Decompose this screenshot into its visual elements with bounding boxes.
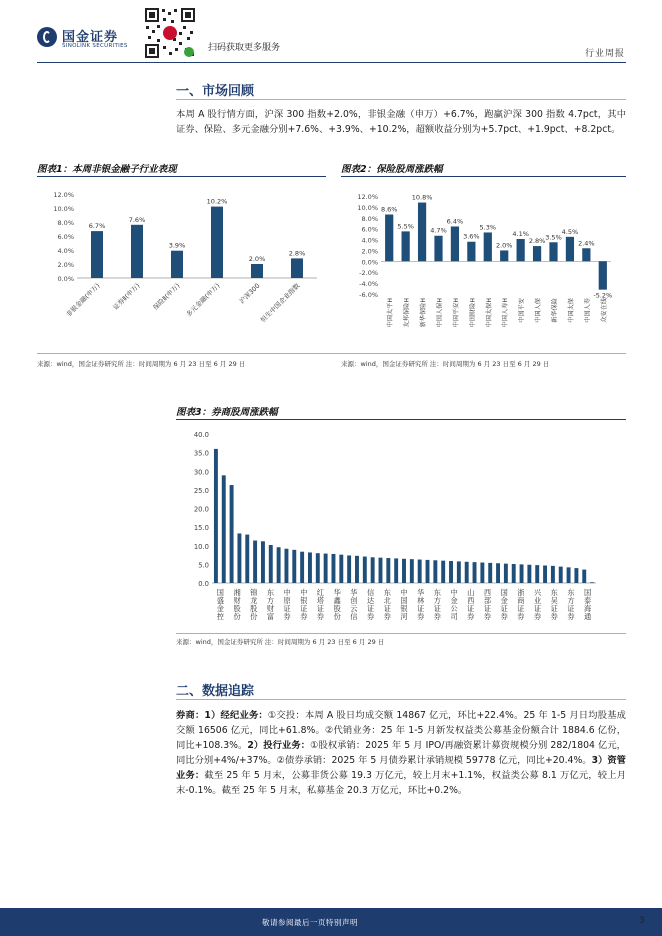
y-tick-label: 35.0 — [193, 449, 209, 458]
brokerage-lead: 券商： — [176, 710, 205, 721]
bar — [488, 563, 492, 583]
data-label: 6.7% — [88, 222, 106, 231]
bar — [559, 567, 563, 583]
bar — [402, 231, 410, 261]
x-category-label: 信达证券 — [367, 588, 375, 621]
bar — [551, 566, 555, 583]
figure1-title: 图表1：本周非银金融子行业表现 — [37, 164, 177, 175]
x-category-label: 兴业证券 — [533, 588, 542, 621]
qr-code-icon[interactable] — [143, 6, 197, 60]
brokerage-text: ①交投：本周 A 股日均成交额 14867 亿元，环比+22.4%。25 年 1-5 月日均股基成交额 16506 亿元，同比+61.8%。②代销业务：25 年 1-5 月新发权益类公募基金份额合计 1884.6 亿份，同比+108.3%。 — [176, 710, 626, 751]
section2-underline — [176, 699, 626, 700]
y-tick-label: -2.0% — [359, 269, 378, 278]
bar — [520, 564, 524, 583]
x-category-label: 中国太保 — [567, 298, 575, 323]
report-type-label: 行业周报 — [585, 49, 626, 59]
x-category-label: 国泰海通 — [584, 588, 592, 621]
x-category-label: 中国银河 — [400, 588, 408, 621]
x-category-label: 中国人保H — [436, 298, 444, 328]
bar — [214, 449, 218, 583]
y-tick-label: -6.0% — [359, 291, 378, 299]
data-label: 2.0% — [495, 241, 513, 250]
bar — [599, 261, 607, 289]
bar — [535, 565, 539, 583]
bar — [386, 558, 390, 583]
bar — [402, 559, 406, 583]
company-logo-icon — [37, 27, 57, 47]
data-label: 4.5% — [561, 227, 579, 236]
x-category-label: 保险Ⅱ(申万) — [151, 281, 182, 312]
bar — [284, 549, 288, 583]
figure3-title: 图表3：券商股周涨跌幅 — [176, 407, 278, 418]
x-category-label: 多元金融(申万) — [184, 281, 222, 319]
x-category-label: 中银证券 — [300, 588, 308, 621]
y-tick-label: 10.0 — [193, 542, 209, 551]
x-category-label: 东方证券 — [433, 588, 441, 621]
bar — [567, 567, 571, 583]
figure2-title: 图表2：保险股周涨跌幅 — [341, 164, 443, 175]
bar — [549, 242, 557, 261]
bar — [496, 563, 500, 583]
figure2-source: 来源：wind，国金证券研究所 注：时间周期为 6 月 23 日至 6 月 29 日 — [341, 360, 550, 368]
bar — [500, 250, 508, 261]
y-tick-label: -4.0% — [359, 280, 378, 289]
bar — [347, 555, 351, 583]
x-category-label: 沪深300 — [237, 281, 262, 306]
data-label: 4.7% — [430, 226, 447, 235]
x-category-label: 中国平安H — [452, 298, 460, 328]
y-tick-label: 4.0% — [57, 247, 74, 255]
bar — [245, 535, 249, 583]
company-name-cn: 国金证券 — [62, 30, 119, 45]
x-category-label: 新华保险 — [551, 298, 559, 323]
bar — [291, 258, 303, 278]
x-category-label: 国金证券 — [500, 588, 508, 621]
brokerage-label: 1）经纪业务： — [204, 710, 268, 721]
bar — [251, 264, 263, 278]
bar — [582, 570, 586, 583]
y-tick-label: 0.0% — [361, 258, 378, 267]
bar — [449, 561, 453, 583]
brokerage-paragraph — [176, 708, 626, 798]
y-tick-label: 8.0% — [57, 219, 74, 227]
data-label: 8.6% — [380, 205, 398, 214]
bar — [300, 552, 304, 583]
x-category-label: 红塔证券 — [316, 588, 325, 621]
x-category-label: 中国人保 — [535, 298, 543, 323]
bar — [339, 555, 343, 583]
bar — [371, 557, 375, 583]
bar — [261, 541, 265, 583]
figure1-bottom-rule — [37, 353, 626, 354]
data-label: 4.1% — [512, 230, 529, 239]
x-category-label: 湘财股份 — [233, 588, 241, 621]
x-category-label: 山西证券 — [467, 588, 475, 621]
data-label: 3.5% — [545, 233, 562, 242]
y-tick-label: 15.0 — [193, 524, 209, 533]
x-category-label: 中国财险H — [469, 298, 477, 328]
bar — [484, 232, 492, 261]
bar — [230, 485, 234, 583]
x-category-label: 中金公司 — [450, 588, 458, 621]
bar — [467, 242, 475, 262]
footer-disclaimer[interactable]: 敬请参阅最后一页特别声明 — [262, 918, 358, 927]
bar — [590, 582, 594, 583]
bar — [91, 231, 103, 278]
company-name-en: SINOLINK SECURITIES — [62, 43, 128, 49]
y-tick-label: 25.0 — [193, 486, 209, 495]
page-number: 3 — [639, 916, 645, 926]
y-tick-label: 6.0% — [57, 233, 74, 241]
x-category-label: 非银金融(申万) — [64, 281, 102, 319]
bar — [355, 556, 359, 583]
y-tick-label: 0.0 — [198, 580, 209, 588]
bar — [465, 562, 469, 583]
figure2-rule — [341, 176, 626, 177]
x-category-label: 恒生中国企业指数 — [258, 281, 302, 325]
y-tick-label: 2.0% — [57, 261, 74, 269]
bar — [582, 248, 590, 261]
bar — [410, 559, 414, 583]
x-category-label: 中国平安 — [518, 298, 526, 323]
data-label: 10.2% — [206, 197, 228, 206]
data-label: -5.2% — [593, 291, 613, 300]
bar — [316, 553, 320, 583]
x-category-label: 浙商证券 — [517, 588, 525, 621]
figure1-source: 来源：wind，国金证券研究所 注：时间周期为 6 月 23 日至 6 月 29 日 — [37, 360, 246, 368]
bar — [480, 563, 484, 583]
x-category-label: 华创云信 — [350, 588, 358, 621]
bar — [517, 239, 525, 261]
y-tick-label: 30.0 — [193, 468, 209, 477]
data-label: 5.5% — [397, 222, 414, 231]
bar — [253, 541, 257, 583]
bar — [292, 550, 296, 583]
x-category-label: 证券Ⅱ(申万) — [111, 281, 142, 312]
data-label: 3.6% — [463, 232, 480, 241]
header-divider — [37, 62, 626, 63]
data-label: 2.0% — [248, 255, 266, 263]
x-category-label: 中国太保H — [485, 298, 493, 328]
bar — [324, 554, 328, 583]
x-category-label: 东方证券 — [567, 588, 575, 621]
y-tick-label: 8.0% — [361, 214, 378, 223]
bar — [543, 565, 547, 583]
section-title-data-tracking: 二、数据追踪 — [176, 684, 255, 699]
bar — [363, 557, 367, 583]
figure3-source: 来源：wind，国金证券研究所 注：时间周期为 6 月 23 日至 6 月 29 日 — [176, 638, 385, 646]
y-tick-label: 20.0 — [193, 505, 209, 514]
x-category-label: 中原证券 — [283, 588, 291, 621]
y-tick-label: 5.0 — [198, 561, 209, 570]
data-label: 10.8% — [411, 193, 433, 202]
bar — [269, 545, 273, 583]
bar — [171, 251, 183, 278]
bar — [211, 207, 223, 278]
x-category-label: 众安在线 — [600, 298, 608, 323]
data-label: 2.8% — [528, 237, 546, 246]
bar — [385, 215, 393, 262]
x-category-label: 东北证券 — [383, 588, 391, 621]
y-tick-label: 0.0% — [57, 275, 74, 283]
market-review-paragraph: 本周 A 股行情方面，沪深 300 指数+2.0%，非银金融（申万）+6.7%，跑赢沪深 300 指数 4.7pct，其中证券、保险、多元金融分别+7.6%、+3.9%、+10.2%，超额收益分别为+5.7pct、+1.9pct、+8.2pct。 — [176, 109, 626, 135]
x-category-label: 东方财富 — [266, 588, 275, 621]
x-category-label: 华鑫股份 — [333, 588, 341, 621]
y-tick-label: 10.0% — [53, 205, 74, 213]
x-category-label: 国盛金控 — [216, 588, 224, 621]
section-underline — [176, 99, 626, 100]
bar — [426, 560, 430, 583]
data-label: 2.4% — [578, 239, 595, 248]
data-label: 5.3% — [479, 223, 497, 232]
figure3-rule — [176, 419, 626, 420]
data-label: 3.9% — [168, 241, 186, 250]
bar — [566, 237, 574, 261]
bar — [433, 560, 437, 583]
qr-caption: 扫码获取更多服务 — [208, 43, 281, 53]
section-title-market-review: 一、市场回顾 — [176, 84, 255, 99]
y-tick-label: 4.0% — [361, 236, 378, 245]
bar — [418, 203, 426, 262]
y-tick-label: 2.0% — [361, 247, 378, 256]
x-category-label: 中国人寿H — [502, 298, 510, 328]
bar — [237, 533, 241, 583]
figure1-rule — [37, 176, 326, 177]
figure2-chart — [341, 180, 626, 350]
x-category-label: 中国人寿 — [584, 298, 592, 323]
x-category-label: 东吴证券 — [550, 588, 558, 621]
bar — [332, 554, 336, 583]
bar — [379, 558, 383, 583]
bar — [418, 560, 422, 583]
bar — [527, 565, 531, 583]
x-category-label: 西部证券 — [483, 588, 492, 621]
y-tick-label: 12.0% — [53, 191, 74, 199]
asset-mgmt-label: 3）资管业务： — [176, 755, 626, 781]
x-category-label: 华林证券 — [417, 588, 425, 621]
bar — [131, 225, 143, 278]
bar — [457, 561, 461, 583]
y-tick-label: 12.0% — [357, 193, 378, 201]
bar — [434, 236, 442, 262]
bar — [512, 564, 516, 583]
bar — [533, 246, 541, 261]
bar — [473, 562, 477, 583]
figure3-bottom-rule — [176, 633, 626, 634]
ibanking-label: 2）投行业务： — [247, 740, 311, 751]
bar — [574, 568, 578, 583]
data-label: 6.4% — [446, 217, 464, 226]
figure3-chart — [176, 424, 626, 630]
bar — [222, 475, 226, 583]
bar — [277, 547, 281, 583]
x-category-label: 锦龙股份 — [250, 588, 258, 621]
data-label: 2.8% — [288, 249, 306, 258]
x-category-label: 中国太平H — [387, 298, 395, 328]
figure1-chart — [37, 180, 326, 350]
y-tick-label: 10.0% — [357, 203, 378, 212]
data-label: 7.6% — [128, 215, 146, 224]
x-category-label: 友邦保险H — [403, 298, 411, 328]
bar — [441, 561, 445, 583]
ibanking-text: ①股权承销：2025 年 5 月 IPO/再融资累计募资规模分别 282/1804 亿元，同比分别+4%/+37%。②债券承销：2025 年 5 月债券累计承销规模 59778 亿元，同比+20.4%。 — [176, 740, 626, 766]
y-tick-label: 6.0% — [361, 225, 378, 234]
asset-mgmt-text: 截至 25 年 5 月末，公募非货公募 19.3 万亿元，较上月末+1.1%，权益类公募 8.1 万亿元，较上月末-0.1%。截至 25 年 5 月末，私募基金 20.3 万亿元，环比+0.2%。 — [176, 770, 626, 796]
bar — [504, 564, 508, 583]
bar — [451, 226, 459, 261]
bar — [308, 552, 312, 583]
bar — [394, 558, 398, 583]
y-tick-label: 40.0 — [193, 431, 209, 439]
x-category-label: 新华保险H — [420, 298, 428, 328]
